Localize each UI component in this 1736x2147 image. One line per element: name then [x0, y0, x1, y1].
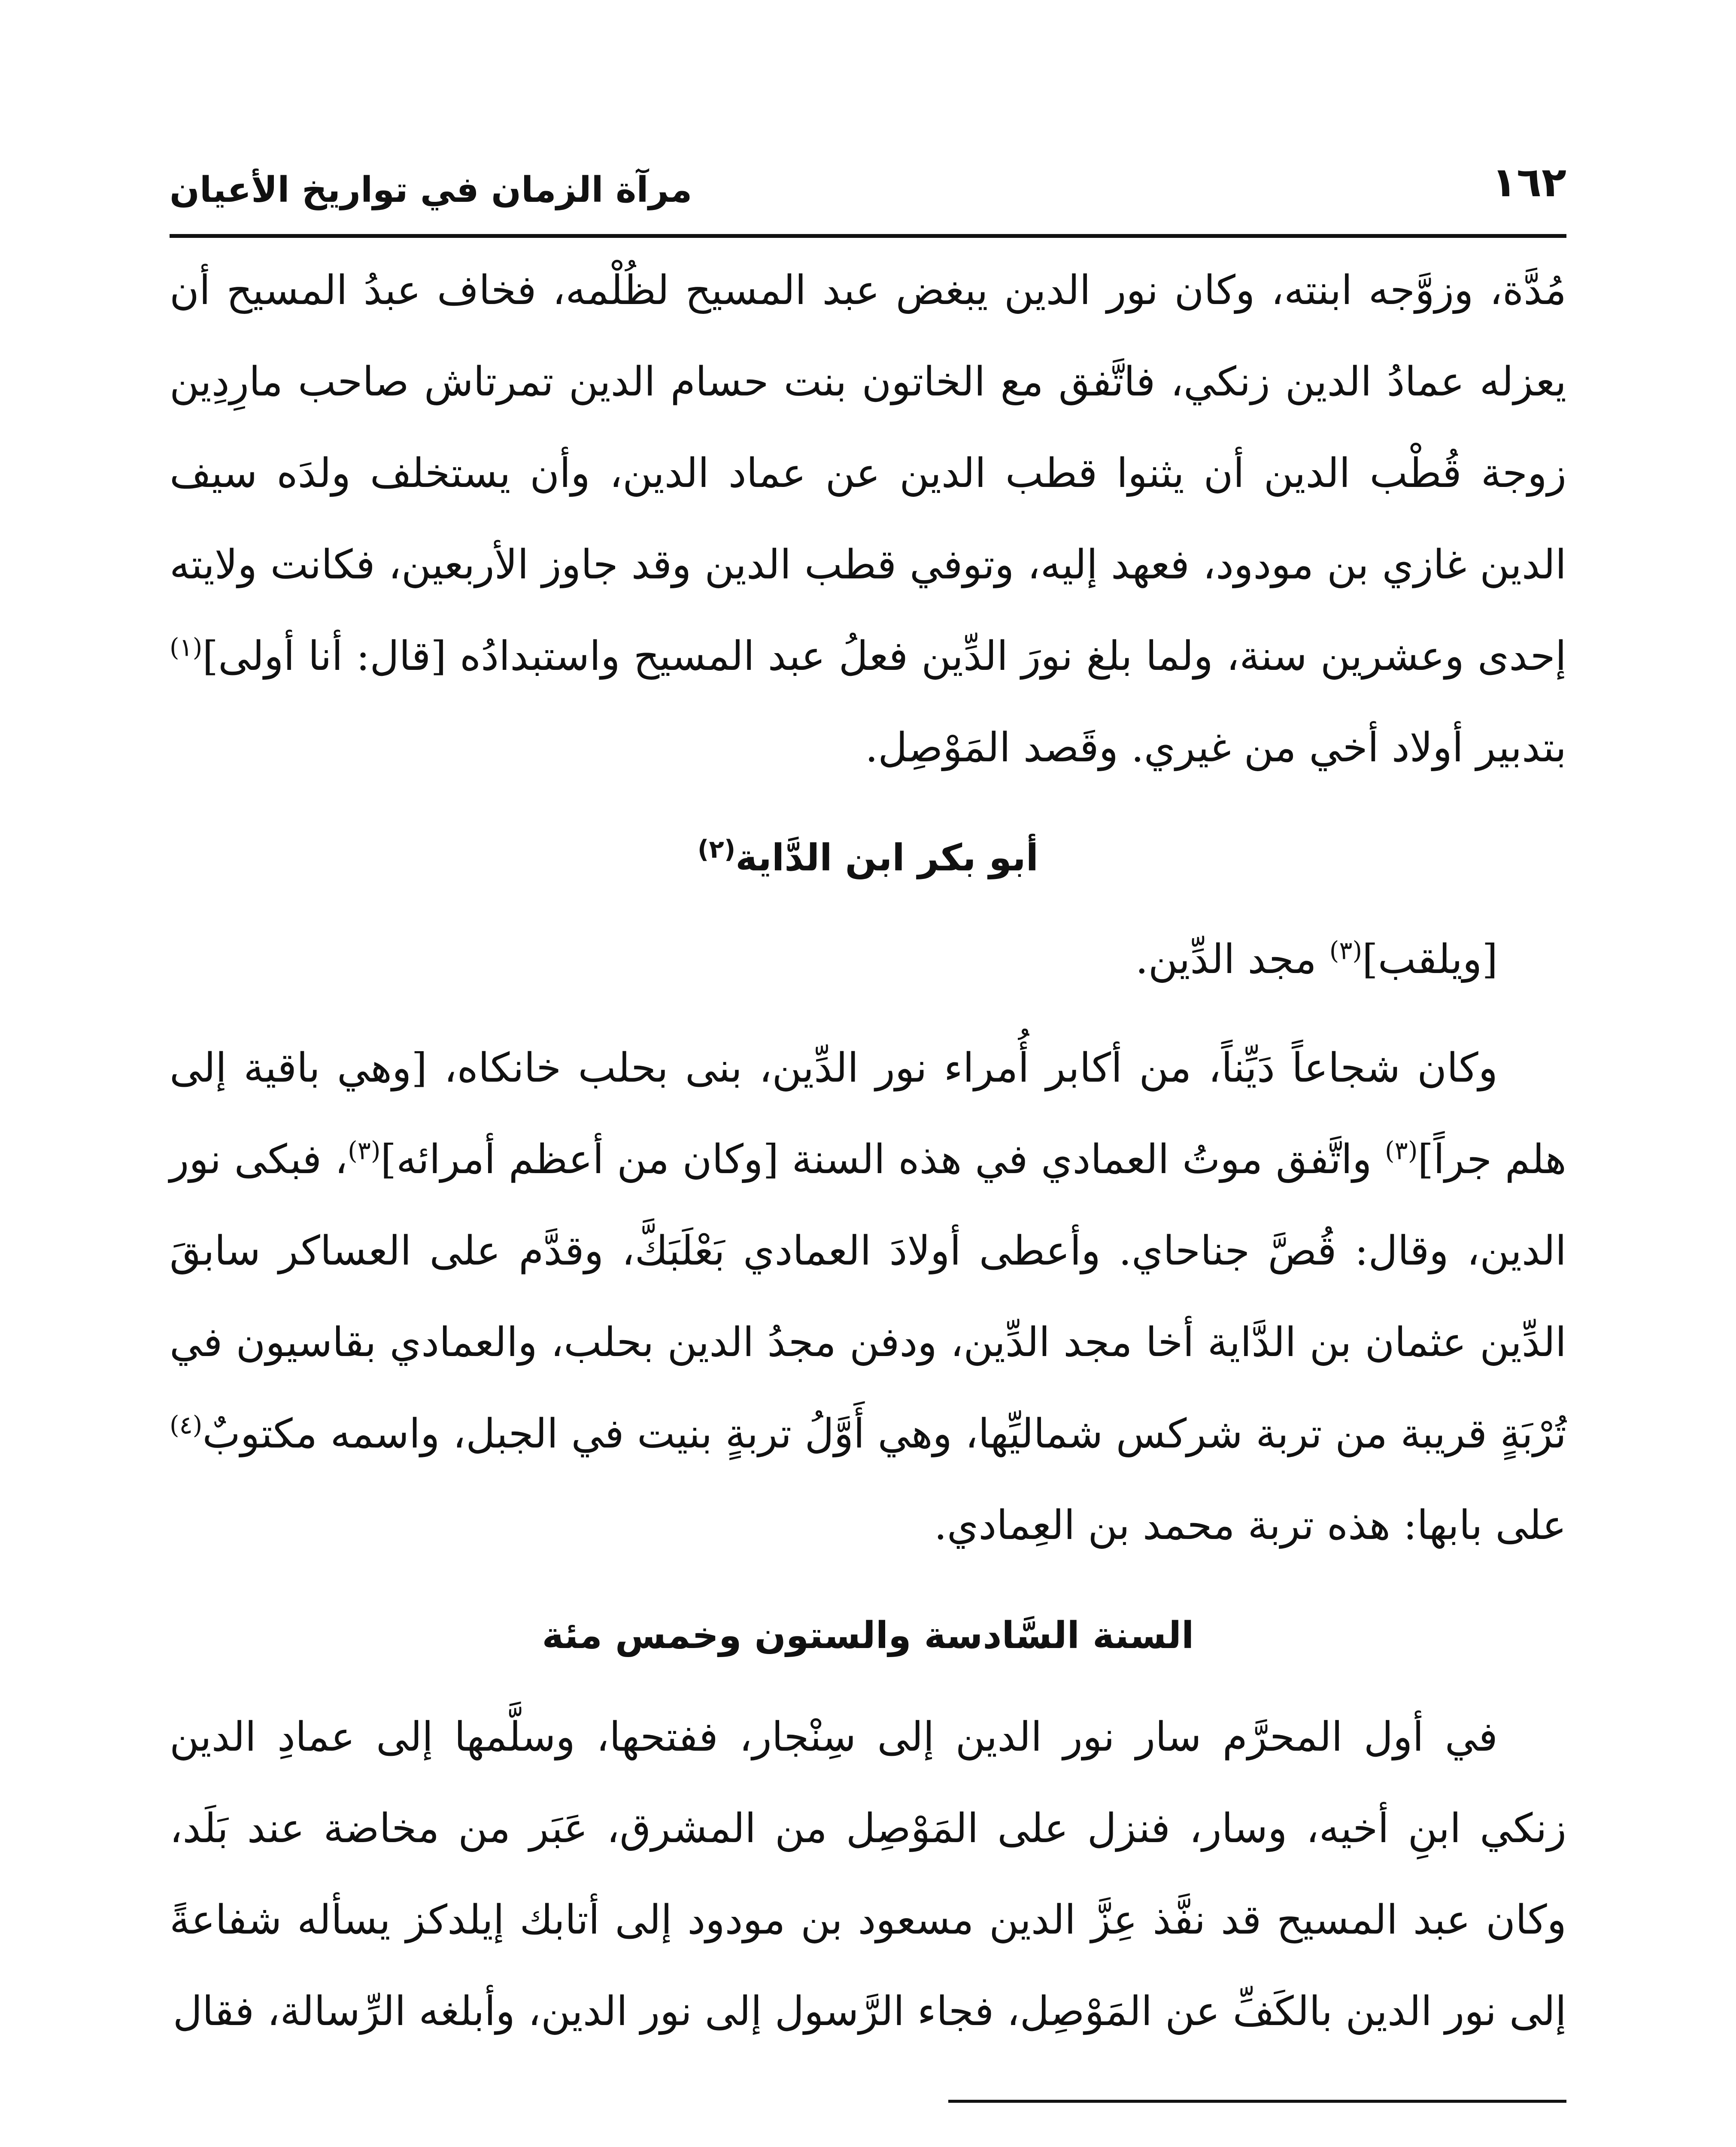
- footnote-marker: (٣): [348, 1136, 381, 1165]
- page-number: ١٦٢: [1492, 159, 1566, 206]
- paragraph-text: بتدبير أولاد أخي من غيري. وقَصد المَوْصِل.: [865, 724, 1566, 771]
- book-title: مرآة الزمان في تواريخ الأعيان: [170, 170, 692, 210]
- paragraph-text: مُدَّة، وزوَّجه ابنته، وكان نور الدين يبغض عبد المسيح لظُلْمه، فخاف عبدُ المسيح أن يعزله عمادُ الدين زنكي، فاتَّفق مع الخاتون بنت حسام الدين تمرتاش صاحب مارِدِين زوجة قُطْب الدين أن يثنوا قطب الدين عن عماد الدين، وأن يستخلف ولدَه سيف الدين غازي بن مودود، فعهد إليه، وتوفي قطب الدين وقد جاوز الأربعين، فكانت ولايته إحدى وعشرين سنة، ولما بلغ نورَ الدِّين فعلُ عبد المسيح واستبدادُه [قال: أنا أولى]: [170, 267, 1566, 680]
- paragraph-text: واتَّفق موتُ العمادي في هذه السنة [وكان من أعظم أمرائه]: [380, 1136, 1385, 1183]
- paragraph-1: [170, 245, 1566, 794]
- running-header: [170, 159, 1566, 238]
- heading-text: السنة السَّادسة والستون وخمس مئة: [542, 1614, 1194, 1657]
- paragraph-text: وكان شجاعاً دَيِّناً، من أكابر أُمراء نور الدِّين، بنى بحلب خانكاه، [وهي باقية إلى هلم جراً]: [170, 1045, 1567, 1183]
- paragraph-text: مجد الدِّين.: [1135, 936, 1329, 983]
- paragraph-text: في أول المحرَّم سار نور الدين إلى سِنْجار، ففتحها، وسلَّمها إلى عمادِ الدين زنكي ابنِ أخيه، وسار، فنزل على المَوْصِل من المشرق، عَبَر من مخاضة عند بَلَد، وكان عبد المسيح قد نفَّذ عِزَّ الدين مسعود بن مودود إلى أتابك إيلدكز يسأله شفاعةً إلى نور الدين بالكَفِّ عن المَوْصِل، فجاء الرَّسول إلى نور الدين، وأبلغه الرِّسالة، فقال: [170, 1714, 1566, 2035]
- paragraph-text: ، فبكى نور الدين، وقال: قُصَّ جناحاي. وأعطى أولادَ العمادي بَعْلَبَكَّ، وقدَّم على العساكر سابقَ الدِّين عثمان بن الدَّاية أخا مجد الدِّين، ودفن مجدُ الدين بحلب، والعمادي بقاسيون في تُرْبَةٍ قريبة من تربة شركس شماليِّها، وهي أَوَّلُ تربةٍ بنيت في الجبل، واسمه مكتوبٌ: [170, 1136, 1567, 1457]
- footnote-1: [170, 2134, 1566, 2147]
- paragraph-2: [170, 914, 1566, 1005]
- paragraph-text: على بابها: هذه تربة محمد بن العِمادي.: [934, 1502, 1566, 1549]
- footnote-divider: [948, 2100, 1566, 2103]
- footnote-marker: (٤): [170, 1410, 203, 1440]
- footnote-marker: (٢): [697, 834, 736, 864]
- paragraph-4: [170, 1691, 1566, 2057]
- footnotes: [170, 2134, 1566, 2147]
- heading-text: أبو بكر ابن الدَّاية: [735, 836, 1039, 879]
- footnote-marker: (١): [170, 633, 203, 662]
- footnote-marker: (٣): [1329, 936, 1363, 965]
- footnote-marker: (٣): [1385, 1136, 1418, 1165]
- paragraph-text: [ويلقب]: [1362, 936, 1498, 983]
- paragraph-3: [170, 1022, 1566, 1571]
- section-heading-year-566: [170, 1601, 1566, 1670]
- main-text: [170, 245, 1566, 2057]
- section-heading-ibn-al-daya: [170, 824, 1566, 892]
